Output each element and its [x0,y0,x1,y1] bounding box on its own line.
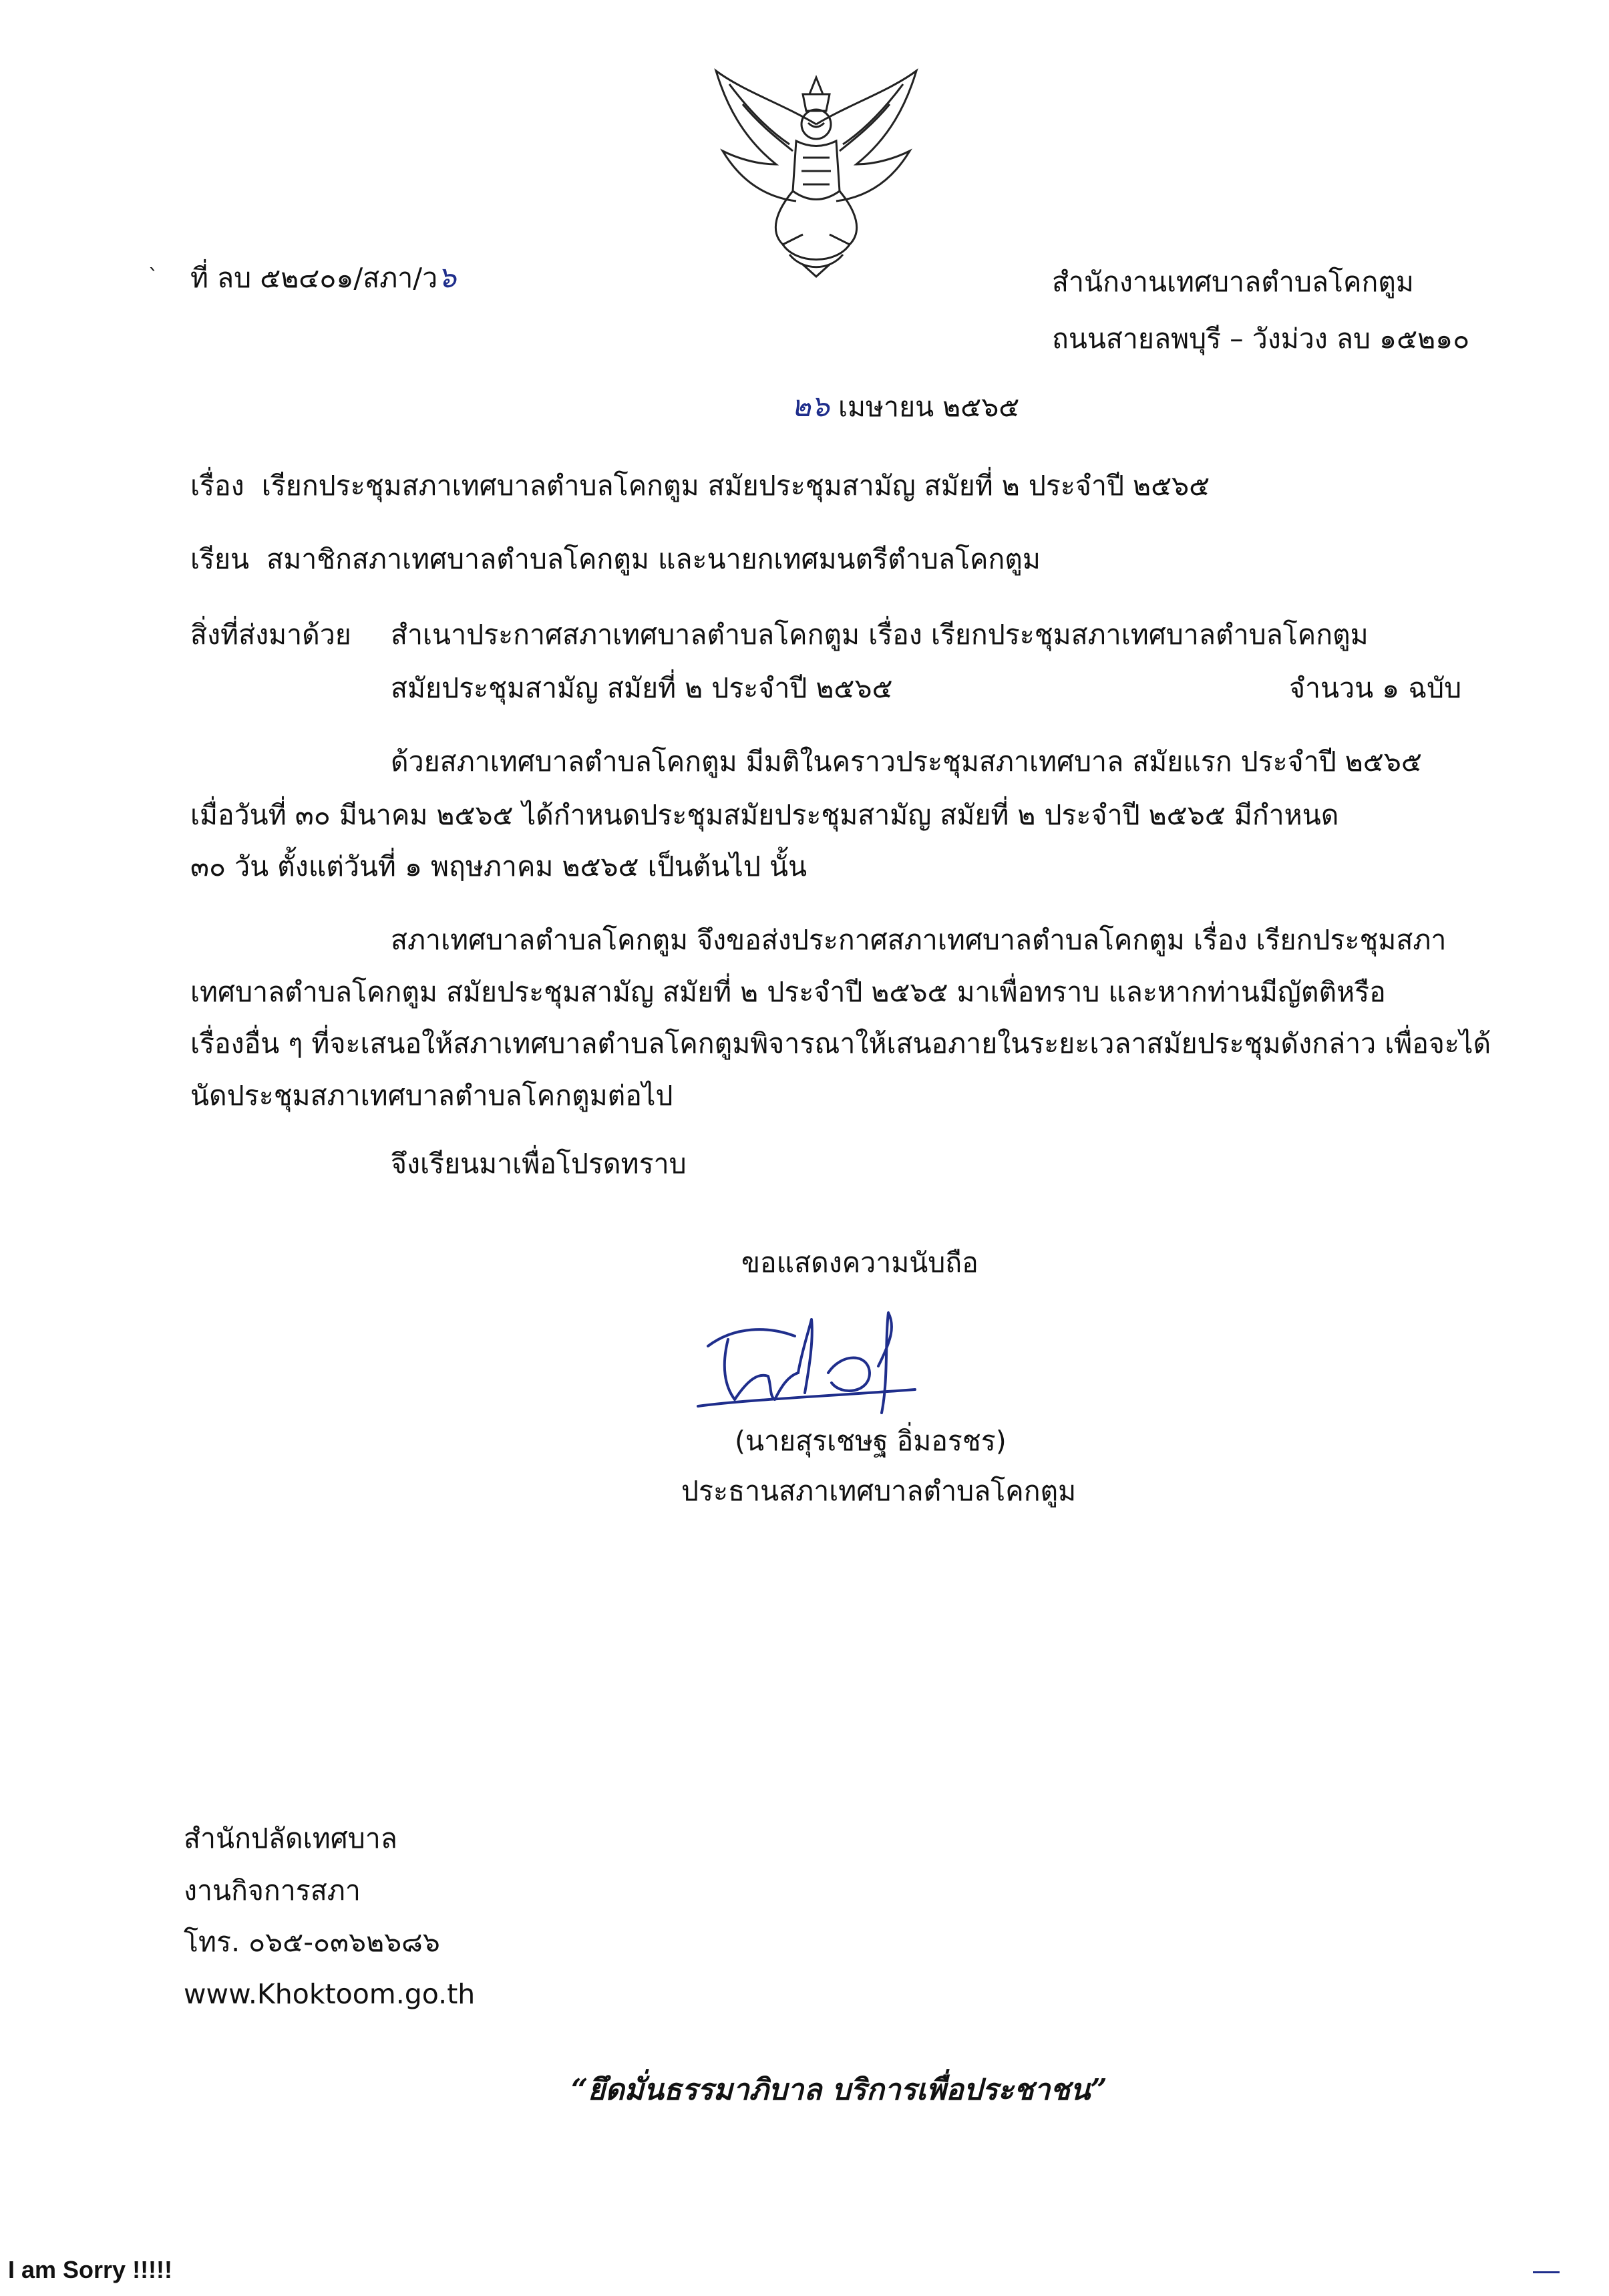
office-name: สำนักงานเทศบาลตำบลโคกตูม [1052,266,1414,298]
signatory-name: (นายสุรเชษฐ อิ่มอรชร) [735,1425,1007,1457]
closing-request: จึงเรียนมาเพื่อโปรดทราบ [391,1148,687,1180]
paragraph-1-line-2: เมื่อวันที่ ๓๐ มีนาคม ๒๕๖๕ ได้กำหนดประชุมสมัยประชุมสามัญ สมัยที่ ๒ ประจำปี ๒๕๖๕ มีกำหนด [190,799,1339,831]
garuda-emblem-icon [703,64,930,278]
contact-phone: โทร. ๐๖๕-๐๓๖๒๖๘๖ [184,1926,440,1958]
addressee-text: สมาชิกสภาเทศบาลตำบลโคกตูม และนายกเทศมนตรีตำบลโคกตูม [266,543,1041,575]
paragraph-2-line-3: เรื่องอื่น ๆ ที่จะเสนอให้สภาเทศบาลตำบลโคกตูมพิจารณาให้เสนอภายในระยะเวลาสมัยประชุมดังกล่าว เพื่อจะได้ [190,1027,1491,1059]
document-date [791,391,1019,423]
contact-section: งานกิจการสภา [184,1874,361,1907]
subject-line [190,471,1210,501]
subject-text: เรียกประชุมสภาเทศบาลตำบลโคกตูม สมัยประชุมสามัญ สมัยที่ ๒ ประจำปี ๒๕๖๕ [261,470,1210,502]
paragraph-2-line-1: สภาเทศบาลตำบลโคกตูม จึงขอส่งประกาศสภาเทศบาลตำบลโคกตูม เรื่อง เรียกประชุมสภา [391,924,1447,956]
office-address: ถนนสายลพบุรี – วังม่วง ลบ ๑๕๒๑๐ [1052,323,1470,355]
organization-motto: “ยึดมั่นธรรมาภิบาล บริการเพื่อประชาชน” [571,2073,1107,2107]
date-day-handwritten: ๒๖ [791,389,830,424]
signatory-position: ประธานสภาเทศบาลตำบลโคกตูม [681,1475,1077,1507]
enclosure-quantity: จำนวน ๑ ฉบับ [1289,672,1462,704]
paragraph-2-line-4: นัดประชุมสภาเทศบาลตำบลโคกตูมต่อไป [190,1080,673,1112]
date-month-year: เมษายน ๒๕๖๕ [838,391,1020,423]
handwritten-signature [695,1299,922,1433]
enclosure-label: สิ่งที่ส่งมาด้วย [190,619,351,651]
salutation: ขอแสดงความนับถือ [741,1247,978,1279]
addressee-line [190,544,1041,575]
scan-mark [1533,2271,1560,2273]
enclosure-line-1: สำเนาประกาศสภาเทศบาลตำบลโคกตูม เรื่อง เรียกประชุมสภาเทศบาลตำบลโคกตูม [391,619,1369,651]
contact-website: www.Khoktoom.go.th [184,1978,476,2010]
contact-department: สำนักปลัดเทศบาล [184,1822,397,1854]
paragraph-1-line-1: ด้วยสภาเทศบาลตำบลโคกตูม มีมติในคราวประชุมสภาเทศบาล สมัยแรก ประจำปี ๒๕๖๕ [391,746,1422,778]
enclosure-line-2: สมัยประชุมสามัญ สมัยที่ ๒ ประจำปี ๒๕๖๕ [391,672,893,704]
paragraph-1-line-3: ๓๐ วัน ตั้งแต่วันที่ ๑ พฤษภาคม ๒๕๖๕ เป็นต้นไป นั้น [190,850,808,882]
addressee-label: เรียน [190,543,250,575]
margin-tick-mark: ` [148,265,158,289]
footer-note: I am Sorry !!!!! [8,2256,173,2283]
reference-prefix: ที่ ลบ ๕๒๔๐๑/สภา/ว [190,262,438,294]
reference-handwritten-number: ๖ [437,261,457,295]
subject-label: เรื่อง [190,470,244,502]
paragraph-2-line-2: เทศบาลตำบลโคกตูม สมัยประชุมสามัญ สมัยที่ ๒ ประจำปี ๒๕๖๕ มาเพื่อทราบ และหากท่านมีญัตติหรือ [190,976,1386,1008]
reference-number [190,262,456,294]
